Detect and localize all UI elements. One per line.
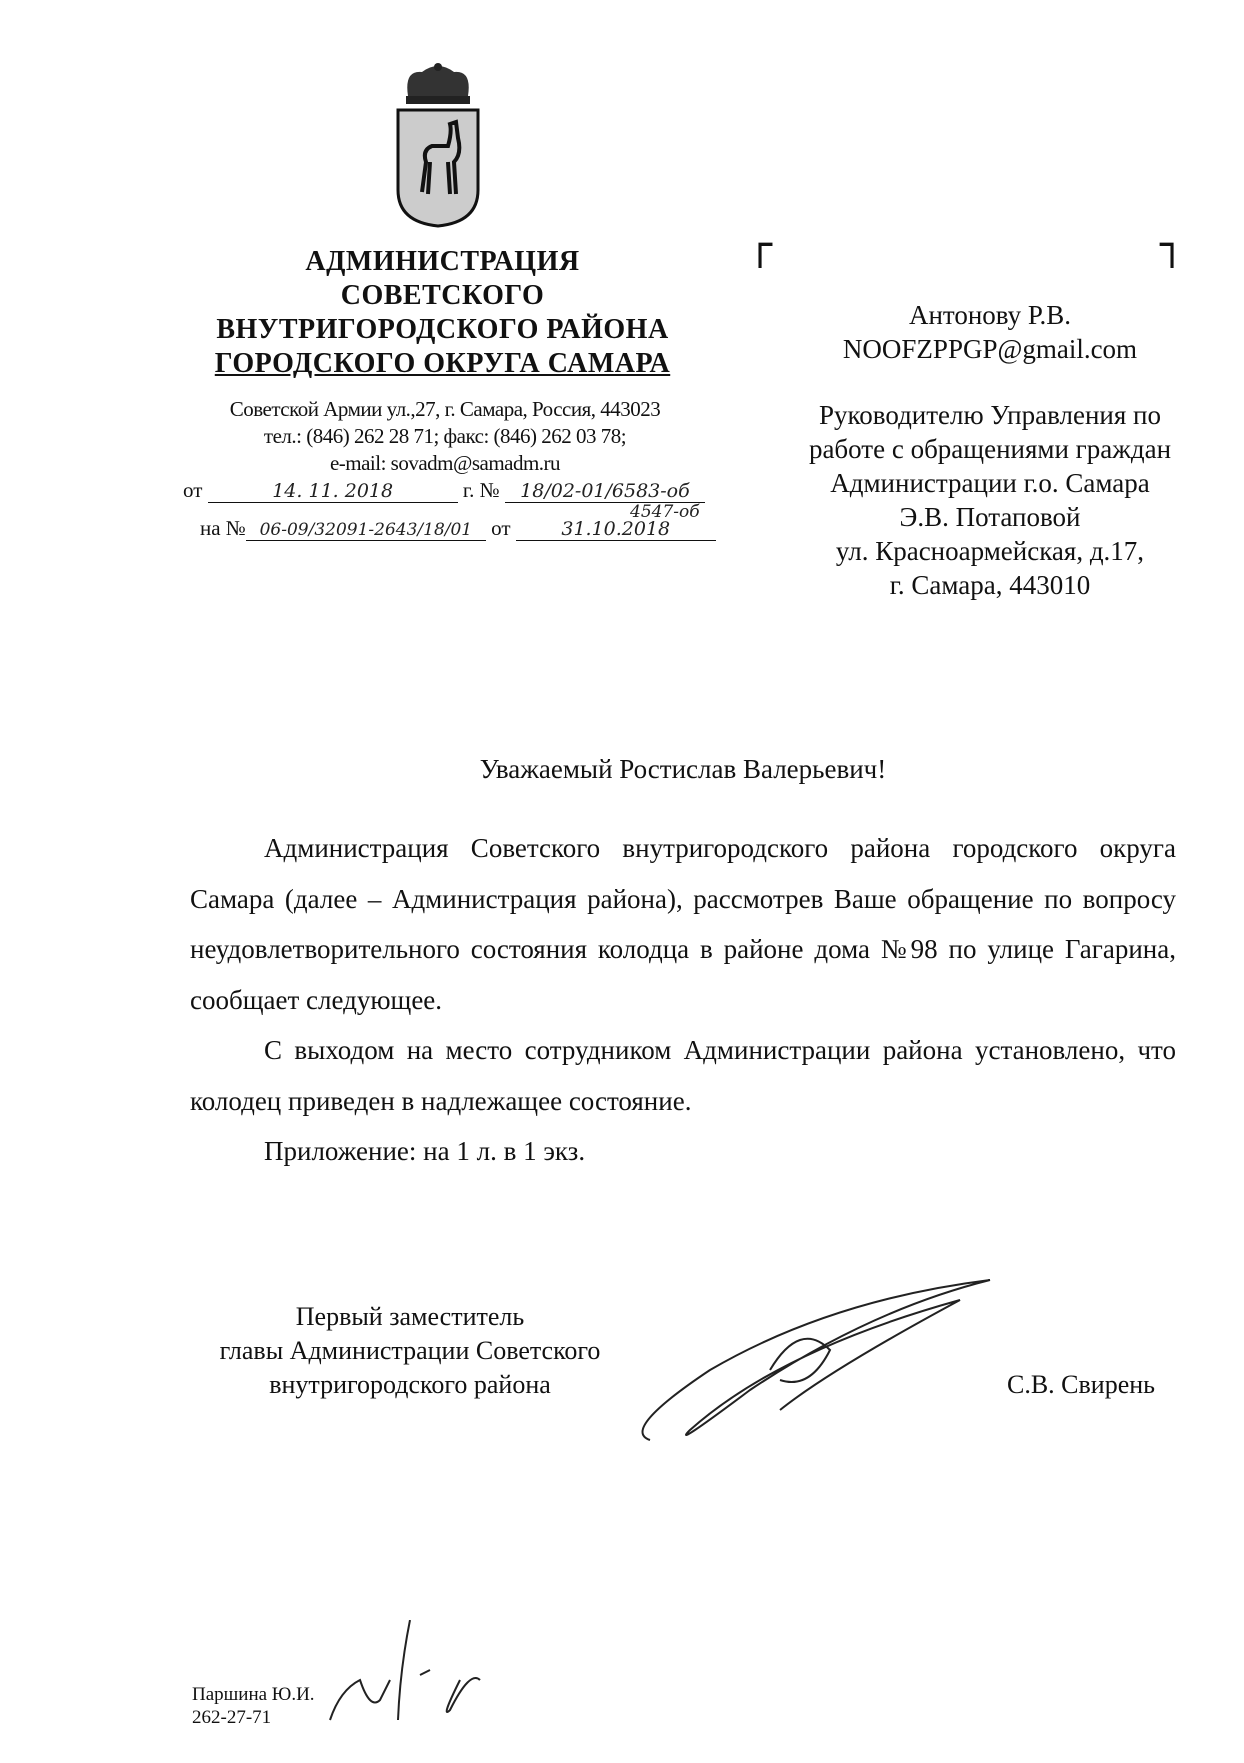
outgoing-number-line [183, 478, 705, 503]
organization-title [170, 245, 715, 381]
recipient-name: Антонову Р.В. [908, 300, 1072, 330]
paragraph: Приложение: на 1 л. в 1 экз. [264, 1136, 586, 1166]
letter-number-extra: 4547-об [630, 502, 700, 522]
recipient-line: работе с обращениями граждан [808, 434, 1172, 464]
handwritten-signature [630, 1260, 1010, 1460]
signatory-name: С.В. Свирень [1007, 1370, 1156, 1399]
org-line: АДМИНИСТРАЦИЯ [305, 246, 580, 277]
position-line: главы Администрации Советского [219, 1336, 601, 1365]
recipient-line: г. Самара, 443010 [889, 570, 1091, 600]
address-block [175, 396, 715, 477]
letter-date: 14. 11. 2018 [208, 480, 458, 503]
ref-label: на № [200, 516, 246, 540]
org-line: ВНУТРИГОРОДСКОГО РАЙОНА [216, 314, 669, 345]
executor-block [192, 1683, 315, 1729]
org-line: СОВЕТСКОГО [340, 280, 545, 311]
recipient-line: Руководителю Управления по [819, 400, 1161, 430]
address-corner-left: ┌ [748, 222, 773, 268]
executor-name: Паршина Ю.И. [192, 1684, 315, 1705]
number-label: г. № [462, 478, 500, 502]
org-line: ГОРОДСКОГО ОКРУГА САМАРА [214, 348, 671, 379]
reference-number-line [200, 516, 716, 541]
ref-date: 31.10.2018 [516, 518, 716, 541]
greeting: Уважаемый Ростислав Валерьевич! [479, 754, 887, 784]
paragraph: С выходом на место сотрудником Администрации района установлено, что колодец приведен в надлежащее состояние. [190, 1035, 1176, 1116]
letter-number: 18/02-01/6583-об [505, 480, 705, 503]
letter-body [190, 823, 1176, 1177]
address-corner-right: ┐ [1160, 222, 1185, 268]
samara-coat-of-arms-emblem [392, 62, 484, 228]
ref-number: 06-09/32091-2643/18/01 [246, 520, 486, 541]
signatory-position [180, 1300, 640, 1402]
address: Советской Армии ул.,27, г. Самара, Россия, 443023 [229, 397, 661, 421]
ref-from-label: от [491, 516, 511, 540]
paragraph: Администрация Советского внутригородского района городского округа Самара (далее – Администрация района), рассмотрев Ваше обращение по вопросу неудовлетворительного состояния колодца в районе дома №98 по улице Гагарина, сообщает следующее. [190, 833, 1176, 1015]
phone-fax: тел.: (846) 262 28 71; факс: (846) 262 03 78; [263, 424, 627, 448]
executor-phone: 262-27-71 [192, 1707, 272, 1728]
email: e-mail: sovadm@samadm.ru [329, 451, 561, 475]
from-label: от [183, 478, 203, 502]
recipient-block [790, 298, 1190, 602]
position-line: Первый заместитель [295, 1302, 525, 1331]
recipient-line: Администрации г.о. Самара [830, 468, 1150, 498]
recipient-line: ул. Красноармейская, д.17, [835, 536, 1145, 566]
recipient-line: Э.В. Потаповой [899, 502, 1081, 532]
recipient-email: NOOFZPPGP@gmail.com [842, 334, 1138, 364]
executor-initials-signature [320, 1620, 490, 1730]
position-line: внутригородского района [269, 1370, 551, 1399]
